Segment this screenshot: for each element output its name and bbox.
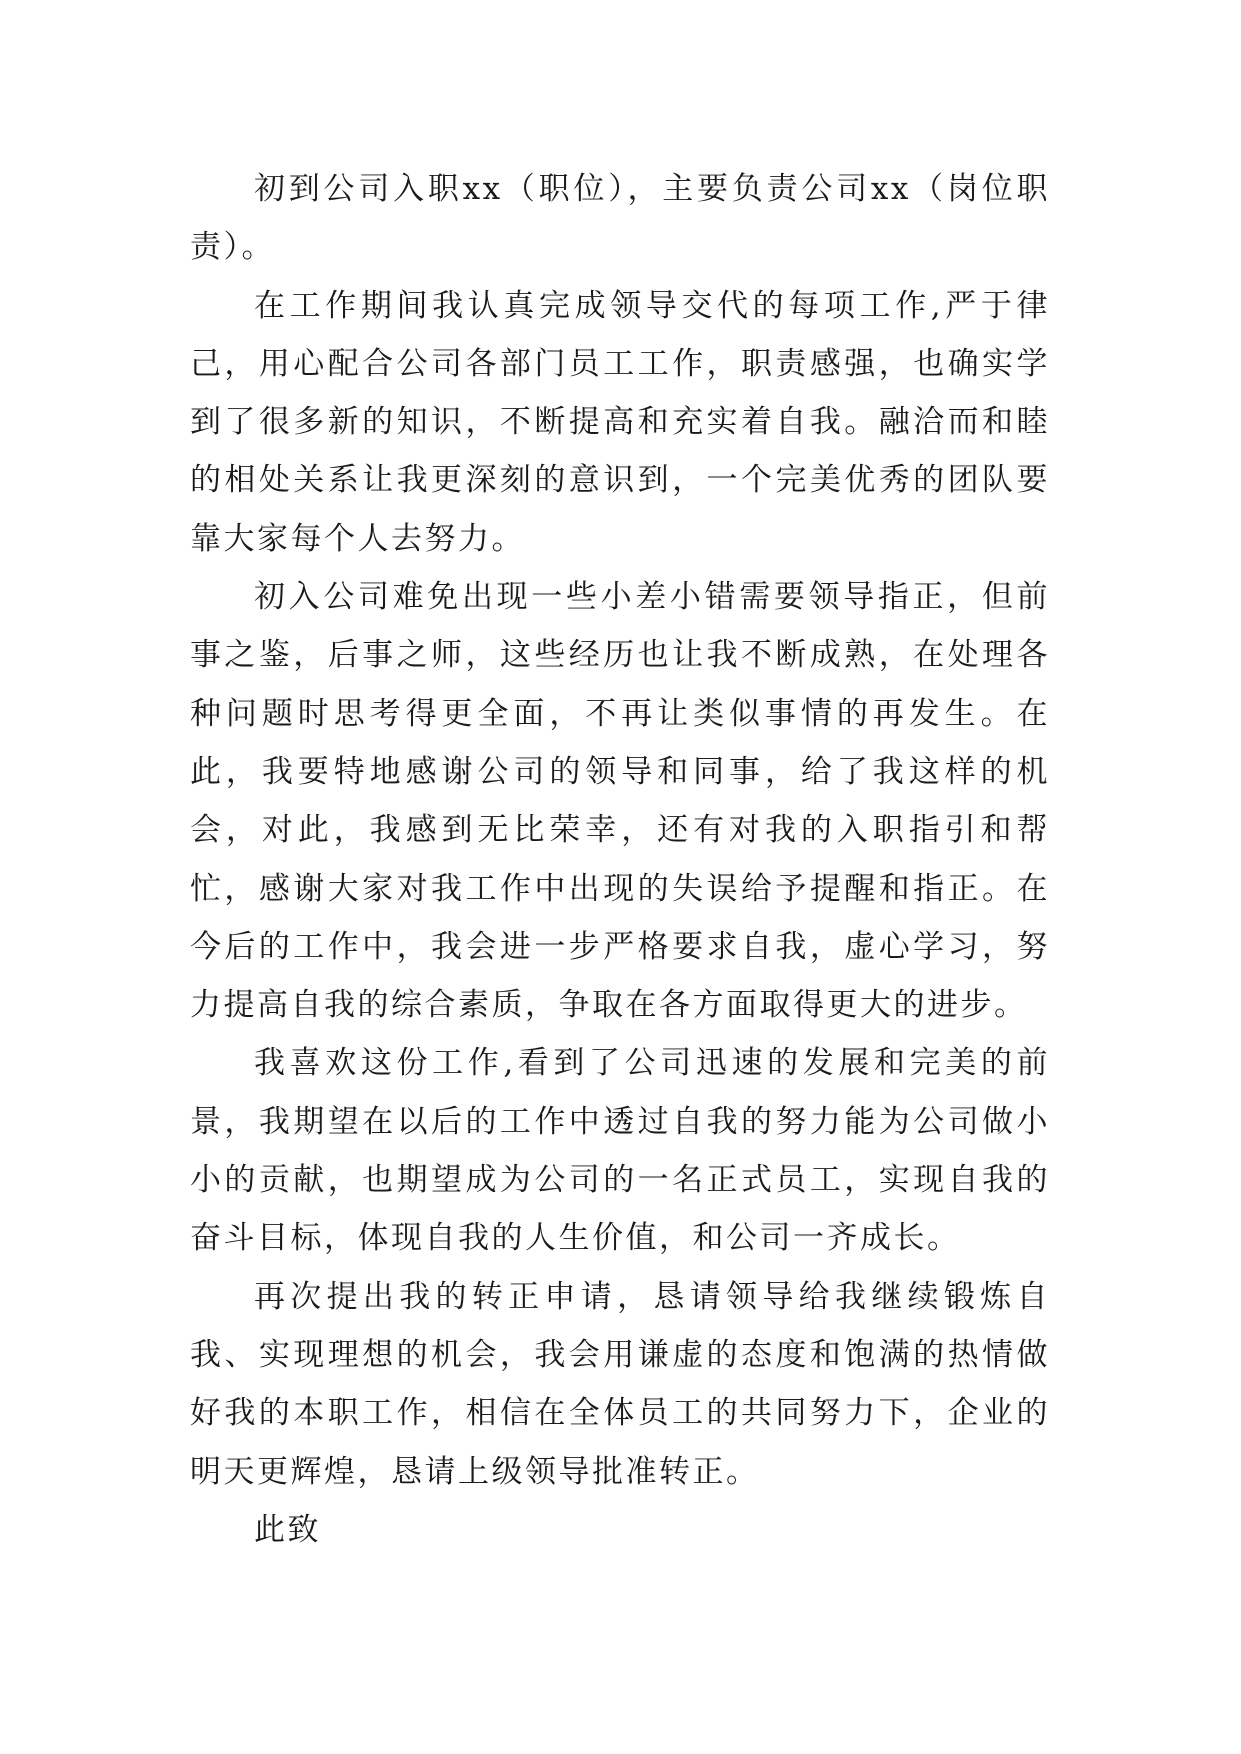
paragraph-gratitude: 初入公司难免出现一些小差小错需要领导指正，但前事之鉴，后事之师，这些经历也让我不断成熟，在处理各种问题时思考得更全面，不再让类似事情的再发生。在此，我要特地感谢公司的领导和同事，给了我这样的机会，对此，我感到无比荣幸，还有对我的入职指引和帮忙，感谢大家对我工作中出现的失误给予提醒和指正。在今后的工作中，我会进一步严格要求自我，虚心学习，努力提高自我的综合素质，争取在各方面取得更大的进步。 — [190, 579, 1050, 1024]
paragraph-aspiration: 我喜欢这份工作,看到了公司迅速的发展和完美的前景，我期望在以后的工作中透过自我的努力能为公司做小小的贡献，也期望成为公司的一名正式员工，实现自我的奋斗目标，体现自我的人生价值，和公司一齐成长。 — [190, 1045, 1050, 1257]
closing-salutation: 此致 — [254, 1511, 321, 1548]
paragraph-work-attitude: 在工作期间我认真完成领导交代的每项工作,严于律己，用心配合公司各部门员工工作，职责感强，也确实学到了很多新的知识，不断提高和充实着自我。融洽而和睦的相处关系让我更深刻的意识到，一个完美优秀的团队要靠大家每个人去努力。 — [190, 287, 1050, 557]
letter-body — [190, 160, 1050, 1559]
paragraph-intro: 初到公司入职xx（职位），主要负责公司xx（岗位职责）。 — [190, 171, 1050, 266]
paragraph-request: 再次提出我的转正申请，恳请领导给我继续锻炼自我、实现理想的机会，我会用谦虚的态度和饱满的热情做好我的本职工作，相信在全体员工的共同努力下，企业的明天更辉煌，恳请上级领导批准转正。 — [190, 1278, 1050, 1490]
